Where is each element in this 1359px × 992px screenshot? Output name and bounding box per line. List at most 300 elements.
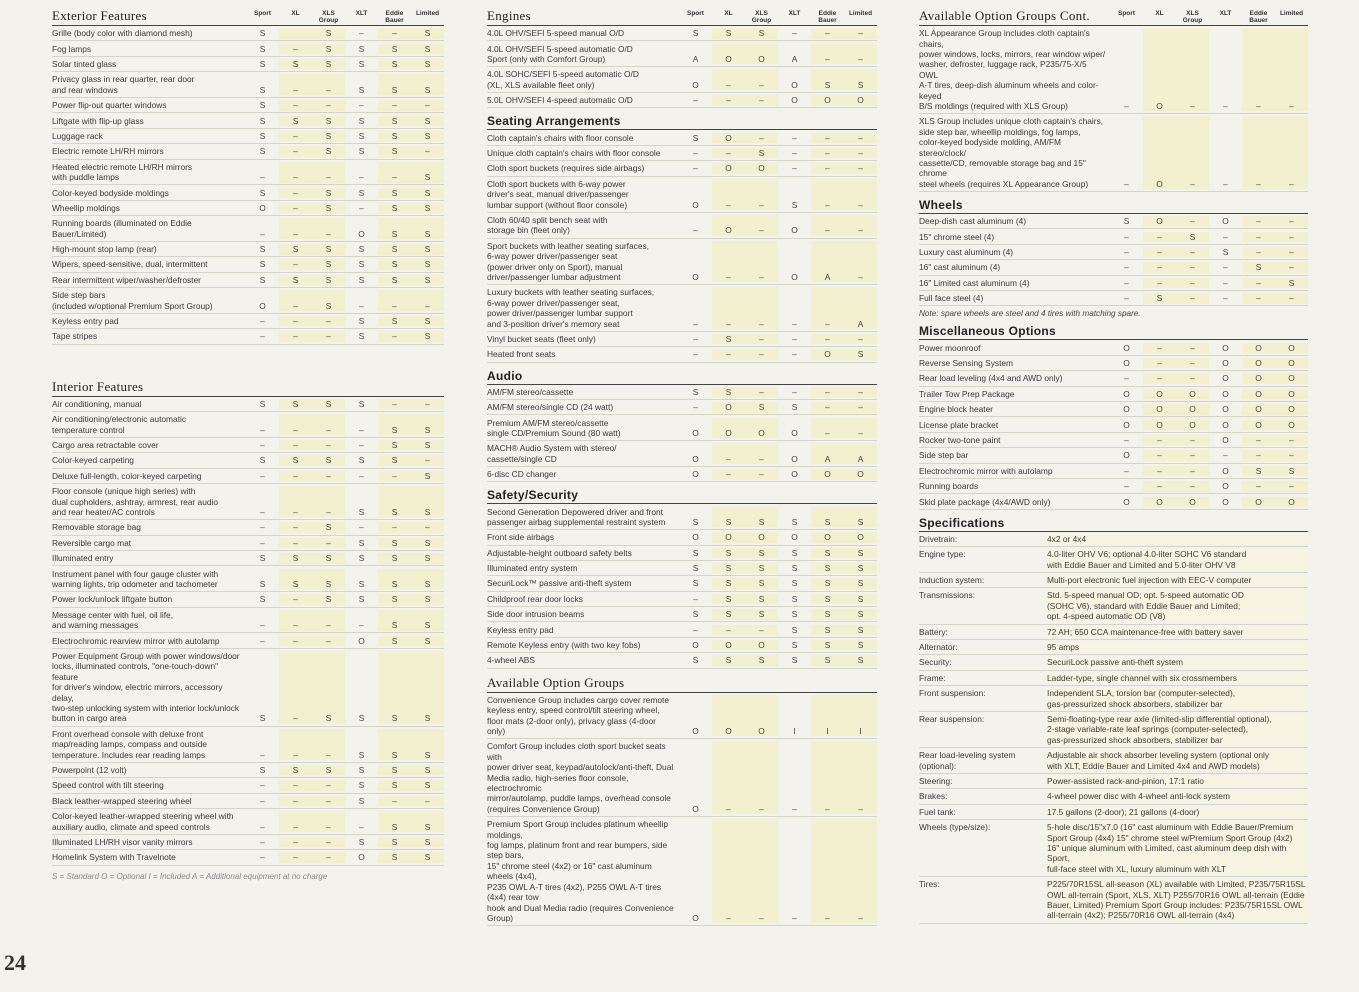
availability-cell: O	[745, 532, 778, 542]
availability-cell: O	[1222, 342, 1229, 353]
feature-label: Grille (body color with diamond mesh)	[52, 28, 193, 39]
availability-cell: –	[1223, 277, 1228, 288]
column-header-limited: Limited	[1279, 10, 1304, 17]
availability-cell: –	[1223, 450, 1228, 461]
feature-label: Cloth sport buckets (requires side airbags)	[487, 163, 645, 174]
spec-value: 5-hole disc/15"x7.0 (16" cast aluminum with Eddie Bauer/Premium Sport Group (4x4) 15" chrome steel w/Premium Sport Group (4x2) 16" unique aluminum with Limited, cast aluminum deep dish with Sport, full-face steel with XL, luxury aluminum with XLT	[1046, 822, 1308, 874]
feature-label: Luxury buckets with leather seating surfaces, 6-way power driver/passenger seat, power driver/passenger lumbar support and 3-position driver's memory seat	[487, 287, 655, 329]
availability-cell: –	[1223, 101, 1228, 112]
availability-cell: O	[811, 469, 844, 479]
section-title: Interior Features	[52, 378, 144, 394]
feature-label: 4.0L SOHC/SEFI 5-speed automatic O/D (XL, XLS available fleet only)	[487, 69, 639, 90]
availability-cell: –	[312, 440, 345, 450]
feature-row	[919, 479, 1308, 494]
availability-cell: S	[411, 610, 444, 631]
spec-value: 95 amps	[1046, 642, 1308, 652]
availability-cell: S	[811, 594, 844, 604]
feature-label: 16" cast aluminum (4)	[919, 262, 1001, 273]
availability-cell: O	[1275, 343, 1308, 353]
feature-row	[487, 177, 877, 213]
availability-cell: O	[1242, 389, 1275, 399]
availability-cell: –	[279, 780, 312, 790]
spec-row	[919, 655, 1308, 670]
feature-label: Reversible cargo mat	[52, 537, 132, 548]
availability-cell: S	[745, 578, 778, 588]
availability-cell: –	[792, 163, 797, 174]
availability-cell: S	[312, 522, 345, 532]
availability-cell: S	[279, 116, 312, 126]
availability-cell: –	[279, 146, 312, 156]
availability-cell: S	[358, 84, 365, 95]
feature-row	[52, 57, 444, 72]
feature-label: License plate bracket	[919, 419, 999, 430]
availability-cell: –	[745, 215, 778, 236]
availability-cell: –	[1275, 435, 1308, 445]
availability-cell: S	[378, 131, 411, 141]
availability-cell: –	[1124, 247, 1129, 258]
feature-label: Luxury cast aluminum (4)	[919, 247, 1014, 258]
availability-cell: –	[1124, 262, 1129, 273]
feature-label: Power flip-out quarter windows	[52, 100, 167, 111]
availability-cell: –	[279, 610, 312, 631]
column-header-eddie-bauer: Eddie Bauer	[1249, 10, 1268, 24]
availability-cell: O	[1275, 497, 1308, 507]
spec-value: 4.0-liter OHV V6; optional 4.0-liter SOHC V6 standard with Eddie Bauer and Limited and 5.0-liter OHV V8	[1046, 549, 1308, 570]
availability-cell: S	[811, 507, 844, 528]
feature-label: 4.0L OHV/SEFI 5-speed manual O/D	[487, 28, 625, 39]
availability-cell: S	[411, 188, 444, 198]
availability-cell: –	[312, 74, 345, 95]
availability-cell: O	[712, 532, 745, 542]
column-header-xls-group: XLS Group	[318, 10, 339, 24]
column-middle	[487, 8, 877, 926]
availability-cell: –	[279, 316, 312, 326]
feature-row	[919, 356, 1308, 371]
feature-row	[52, 794, 444, 809]
availability-cell: –	[792, 147, 797, 158]
feature-row	[487, 441, 877, 467]
column-header-xls-group: XLS Group	[1182, 10, 1203, 24]
availability-cell: –	[279, 162, 312, 183]
section-wheels	[919, 192, 1308, 318]
feature-label: 5.0L OHV/SEFI 4-speed automatic O/D	[487, 95, 633, 106]
availability-cell: S	[411, 116, 444, 126]
feature-row	[919, 214, 1308, 229]
availability-cell: S	[1275, 466, 1308, 476]
availability-cell: –	[312, 414, 345, 435]
spec-row	[919, 671, 1308, 686]
availability-cell: –	[792, 386, 797, 397]
feature-row	[487, 146, 877, 161]
feature-row	[52, 72, 444, 98]
availability-cell: O	[692, 640, 699, 651]
availability-cell: –	[359, 202, 364, 213]
availability-cell: S	[1242, 262, 1275, 272]
section-header	[487, 675, 877, 693]
availability-cell: S	[411, 594, 444, 604]
availability-cell: –	[312, 538, 345, 548]
availability-cell: –	[693, 402, 698, 413]
availability-cell: S	[358, 836, 365, 847]
feature-row	[52, 835, 444, 850]
availability-cell: S	[811, 625, 844, 635]
availability-cell: S	[259, 553, 266, 564]
availability-cell: S	[791, 547, 798, 558]
feature-row	[487, 653, 877, 668]
availability-cell: S	[378, 316, 411, 326]
section-title: Audio	[487, 368, 523, 383]
availability-cell: O	[844, 532, 877, 542]
availability-cell: O	[692, 271, 699, 282]
availability-cell: S	[844, 625, 877, 635]
feature-row	[52, 41, 444, 56]
availability-cell: S	[358, 713, 365, 724]
availability-cell: –	[378, 399, 411, 409]
availability-cell: S	[1242, 466, 1275, 476]
availability-cell: S	[844, 578, 877, 588]
feature-label: Childproof rear door locks	[487, 593, 583, 604]
availability-cell: –	[792, 132, 797, 143]
availability-cell: –	[712, 349, 745, 359]
section-exterior-features	[52, 8, 444, 345]
availability-cell: S	[692, 563, 699, 574]
feature-row	[487, 400, 877, 415]
wheels-note: Note: spare wheels are steel and 4 tires with matching spare.	[919, 309, 1141, 319]
availability-cell: I	[793, 726, 796, 737]
feature-label: Remote Keyless entry (with two key fobs)	[487, 640, 641, 651]
availability-cell: O	[791, 532, 798, 543]
availability-cell: –	[260, 836, 265, 847]
section-title: Wheels	[919, 198, 963, 213]
availability-cell: S	[312, 131, 345, 141]
availability-cell: O	[791, 225, 798, 236]
availability-cell: O	[692, 469, 699, 480]
availability-cell: S	[745, 594, 778, 604]
feature-label: Fog lamps	[52, 43, 92, 54]
availability-cell: O	[1222, 419, 1229, 430]
feature-row	[487, 817, 877, 926]
availability-cell: –	[745, 241, 778, 283]
availability-cell: –	[279, 259, 312, 269]
availability-cell: S	[844, 594, 877, 604]
feature-row	[52, 438, 444, 453]
feature-label: SecuriLock™ passive anti-theft system	[487, 578, 632, 589]
feature-label: 4.0L OHV/SEFI 5-speed automatic O/D Sport (only with Comfort Group)	[487, 43, 633, 64]
availability-cell: S	[411, 553, 444, 563]
availability-cell: –	[712, 469, 745, 479]
availability-cell: –	[811, 148, 844, 158]
availability-cell: S	[712, 28, 745, 38]
spec-value: 4x2 or 4x4	[1046, 534, 1308, 544]
feature-row	[52, 484, 444, 520]
availability-cell: S	[279, 244, 312, 254]
feature-label: Black leather-wrapped steering wheel	[52, 795, 192, 806]
availability-cell: –	[1275, 216, 1308, 226]
availability-cell: S	[692, 386, 699, 397]
feature-label: Power moonroof	[919, 342, 981, 353]
availability-cell: S	[811, 69, 844, 90]
feature-label: Instrument panel with four gauge cluster with warning lights, trip odometer and tachometer	[52, 568, 219, 589]
spec-value: Adjustable air shock absorber leveling system (optional only with XLT, Eddie Bauer and Limited 4x4 and AWD models)	[1046, 750, 1308, 771]
availability-cell: S	[358, 43, 365, 54]
availability-cell: O	[1123, 342, 1130, 353]
availability-cell: –	[411, 522, 444, 532]
availability-cell: S	[358, 274, 365, 285]
availability-cell: S	[358, 187, 365, 198]
availability-cell: –	[312, 162, 345, 183]
spec-row	[919, 789, 1308, 804]
availability-cell: S	[378, 146, 411, 156]
availability-cell: O	[811, 95, 844, 105]
availability-cell: O	[1275, 373, 1308, 383]
availability-cell: –	[811, 287, 844, 329]
availability-cell: S	[358, 146, 365, 157]
availability-cell: –	[279, 471, 312, 481]
availability-cell: –	[745, 334, 778, 344]
availability-cell: –	[260, 172, 265, 183]
availability-cell: A	[811, 443, 844, 464]
availability-cell: S	[844, 609, 877, 619]
feature-label: Side door intrusion beams	[487, 609, 585, 620]
feature-label: Keyless entry pad	[487, 624, 554, 635]
availability-cell: O	[712, 695, 745, 737]
feature-label: Comfort Group includes cloth sport bucket seats with power driver seat, keypad/autolock/anti-theft, Dual Media radio, high-series floor console, electrochromic mirror/autolamp, puddle lamps, overhead console (requires Convenience Group)	[487, 741, 674, 814]
availability-cell: S	[745, 507, 778, 528]
feature-row	[919, 448, 1308, 463]
column-header-xl: XL	[291, 10, 300, 17]
availability-cell: S	[378, 594, 411, 604]
availability-cell: –	[1143, 247, 1176, 257]
availability-cell	[279, 28, 312, 38]
availability-cell: –	[1176, 278, 1209, 288]
availability-cell: –	[279, 837, 312, 847]
feature-row	[919, 26, 1308, 114]
feature-label: Premium Sport Group includes platinum wheellip moldings, fog lamps, platinum front and rear bumpers, side step bars, 15" chrome steel (4x2) or 16" cast aluminum wheels (4x4), P235 OWL A-T tires (4x2), P255 OWL A-T tires (4x4) rear tow hook and Dual Media radio (requires Convenience Group)	[487, 819, 674, 923]
availability-cell: –	[312, 486, 345, 517]
availability-cell: –	[279, 486, 312, 517]
availability-cell: S	[692, 28, 699, 39]
section-title: Specifications	[919, 515, 1005, 530]
availability-cell: –	[1275, 293, 1308, 303]
availability-cell: O	[1143, 404, 1176, 414]
availability-cell: S	[411, 471, 444, 481]
feature-label: XL Appearance Group includes cloth captain's chairs, power windows, locks, mirrors, rear window wiper/ washer, defroster, luggage rack, P235/75-X/5 OWL A-T tires, deep-dish aluminum wheels and color-keyed B/S moldings (required with XLS Group)	[919, 28, 1106, 112]
availability-cell: S	[312, 59, 345, 69]
availability-cell: O	[712, 44, 745, 65]
availability-cell: O	[692, 453, 699, 464]
availability-cell: O	[1242, 373, 1275, 383]
feature-row	[52, 566, 444, 592]
availability-cell: –	[359, 28, 364, 39]
availability-cell: –	[1176, 435, 1209, 445]
availability-cell: S	[692, 609, 699, 620]
availability-cell: S	[259, 100, 266, 111]
availability-cell: O	[1222, 373, 1229, 384]
availability-cell: S	[411, 244, 444, 254]
availability-cell: –	[811, 179, 844, 210]
availability-cell: S	[259, 146, 266, 157]
spec-row	[919, 748, 1308, 774]
availability-cell: S	[411, 765, 444, 775]
feature-row	[52, 201, 444, 216]
availability-cell: O	[1123, 496, 1130, 507]
availability-cell: S	[378, 538, 411, 548]
availability-cell: –	[411, 100, 444, 110]
availability-cell: S	[378, 218, 411, 239]
spec-value: Std. 5-speed manual OD; opt. 5-speed automatic OD (SOHC V6), standard with Eddie Bauer and Limited; opt. 4-speed automatic OD (V8)	[1046, 590, 1308, 621]
spec-key: Rear load-leveling system (optional):	[919, 750, 1016, 771]
spec-key: Fuel tank:	[919, 806, 956, 817]
availability-cell: O	[712, 163, 745, 173]
availability-cell: S	[745, 148, 778, 158]
section-header	[52, 379, 444, 397]
availability-cell: S	[358, 578, 365, 589]
feature-label: Color-keyed bodyside moldings	[52, 187, 169, 198]
availability-cell: S	[378, 116, 411, 126]
availability-cell: –	[359, 100, 364, 111]
availability-cell: –	[260, 316, 265, 327]
column-header-xl: XL	[1155, 10, 1164, 17]
availability-cell: S	[1176, 232, 1209, 242]
feature-row	[487, 93, 877, 108]
feature-row	[487, 239, 877, 286]
section-safety-security	[487, 482, 877, 668]
availability-cell: –	[312, 316, 345, 326]
availability-cell: S	[312, 455, 345, 465]
availability-cell: A	[844, 443, 877, 464]
availability-cell: S	[411, 331, 444, 341]
availability-cell: –	[378, 471, 411, 481]
availability-cell: –	[279, 188, 312, 198]
feature-label: Wheellip moldings	[52, 202, 120, 213]
availability-cell: O	[1143, 216, 1176, 226]
availability-cell: O	[1275, 404, 1308, 414]
availability-cell: O	[259, 202, 266, 213]
availability-cell: S	[312, 290, 345, 311]
availability-cell: –	[844, 215, 877, 236]
availability-cell: O	[1242, 420, 1275, 430]
feature-label: Illuminated entry	[52, 553, 114, 564]
availability-cell: S	[411, 59, 444, 69]
column-header-xl: XL	[724, 10, 733, 17]
spec-key: Drivetrain:	[919, 533, 958, 544]
feature-label: Adjustable-height outboard safety belts	[487, 547, 632, 558]
feature-row	[919, 417, 1308, 432]
section-header	[52, 8, 444, 26]
availability-cell: O	[1222, 357, 1229, 368]
availability-cell: S	[411, 203, 444, 213]
availability-cell: A	[811, 241, 844, 283]
availability-cell: S	[259, 274, 266, 285]
availability-cell: –	[359, 821, 364, 832]
availability-cell: –	[811, 387, 844, 397]
availability-cell: O	[844, 469, 877, 479]
availability-cell: –	[1242, 247, 1275, 257]
availability-cell: O	[745, 640, 778, 650]
availability-cell: S	[411, 569, 444, 590]
availability-cell: O	[844, 95, 877, 105]
availability-cell: S	[712, 578, 745, 588]
availability-cell: A	[692, 53, 699, 64]
availability-cell: S	[259, 594, 266, 605]
availability-cell: S	[312, 651, 345, 724]
availability-cell: –	[1143, 232, 1176, 242]
availability-cell: S	[312, 44, 345, 54]
feature-row	[52, 520, 444, 535]
availability-cell: O	[1222, 496, 1229, 507]
feature-row	[52, 551, 444, 566]
availability-cell: –	[260, 507, 265, 518]
column-header-xls-group: XLS Group	[751, 10, 772, 24]
availability-cell: S	[811, 563, 844, 573]
availability-cell: –	[260, 795, 265, 806]
availability-cell: S	[791, 199, 798, 210]
availability-cell: –	[359, 300, 364, 311]
availability-cell: S	[692, 547, 699, 558]
availability-cell: S	[378, 59, 411, 69]
availability-cell: O	[692, 912, 699, 923]
feature-label: Running boards	[919, 481, 979, 492]
availability-cell: S	[1222, 247, 1229, 258]
availability-cell: –	[844, 402, 877, 412]
availability-cell: –	[359, 620, 364, 631]
availability-cell: –	[745, 349, 778, 359]
feature-label: Tape stripes	[52, 331, 98, 342]
availability-cell: S	[745, 655, 778, 665]
availability-cell: S	[378, 188, 411, 198]
feature-label: Privacy glass in rear quarter, rear door and rear windows	[52, 74, 195, 95]
availability-cell: –	[359, 440, 364, 451]
availability-cell: O	[1222, 404, 1229, 415]
availability-cell: –	[1124, 373, 1129, 384]
availability-cell: S	[312, 116, 345, 126]
feature-label: Heated front seats	[487, 349, 556, 360]
availability-cell: –	[1223, 178, 1228, 189]
availability-cell: –	[712, 241, 745, 283]
availability-cell: S	[358, 455, 365, 466]
availability-cell: –	[1143, 481, 1176, 491]
feature-row	[52, 809, 444, 835]
feature-row	[919, 114, 1308, 192]
availability-cell: –	[1143, 262, 1176, 272]
spec-row	[919, 588, 1308, 624]
availability-cell: –	[260, 780, 265, 791]
availability-cell: S	[1143, 293, 1176, 303]
feature-row	[919, 340, 1308, 355]
availability-cell: –	[1275, 28, 1308, 111]
feature-row	[487, 213, 877, 239]
availability-cell: S	[745, 28, 778, 38]
section-header	[487, 369, 877, 385]
feature-label: Illuminated entry system	[487, 563, 578, 574]
section-header	[919, 8, 1308, 26]
spec-row	[919, 532, 1308, 547]
availability-cell: –	[712, 625, 745, 635]
feature-row	[919, 371, 1308, 386]
availability-cell: –	[693, 225, 698, 236]
availability-cell: S	[378, 74, 411, 95]
availability-cell: O	[745, 695, 778, 737]
feature-row	[487, 415, 877, 441]
feature-label: XLS Group includes unique cloth captain's chairs, side step bar, wheellip moldings, fog lamps, color-keyed bodyside molding, AM/FM stereo/clock/ cassette/CD, removable storage bag and 15" chrome steel wheels (requires XL Appearance Group)	[919, 116, 1104, 189]
availability-cell: –	[279, 636, 312, 646]
availability-cell: S	[411, 440, 444, 450]
availability-cell: –	[712, 741, 745, 814]
availability-cell: S	[312, 146, 345, 156]
availability-cell: –	[279, 594, 312, 604]
availability-cell: –	[1242, 116, 1275, 189]
feature-label: Vinyl bucket seats (fleet only)	[487, 333, 596, 344]
